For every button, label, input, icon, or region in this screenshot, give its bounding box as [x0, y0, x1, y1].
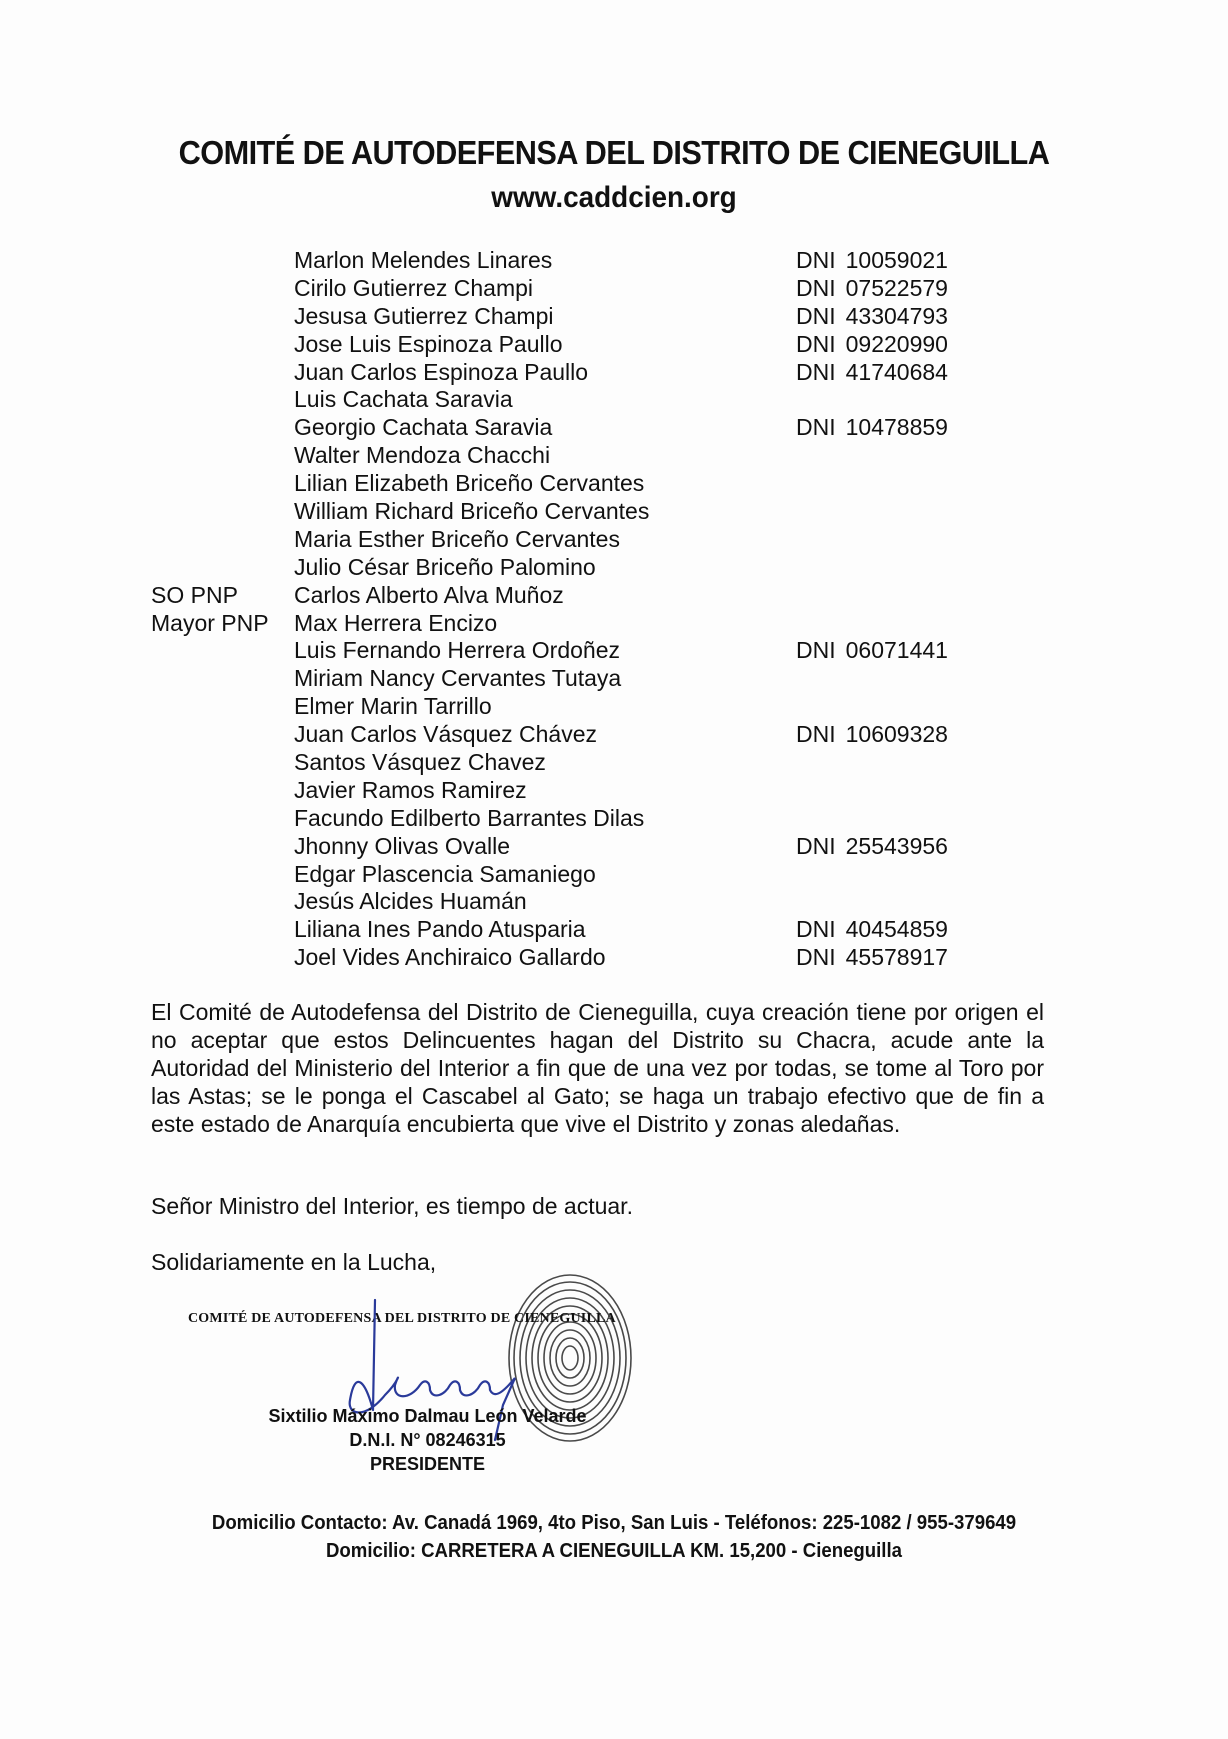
- dni-label: DNI: [796, 916, 836, 943]
- member-name: Jesús Alcides Huamán: [294, 888, 527, 915]
- member-name: William Richard Briceño Cervantes: [294, 498, 650, 525]
- list-item: [0, 832, 1228, 860]
- dni-number: 45578917: [845, 944, 948, 971]
- list-item: [0, 915, 1228, 943]
- dni-label: DNI: [796, 330, 836, 357]
- member-name: Jesusa Gutierrez Champi: [294, 302, 554, 329]
- member-dni: [796, 330, 948, 358]
- dni-label: DNI: [796, 274, 836, 301]
- member-name: Facundo Edilberto Barrantes Dilas: [294, 804, 645, 831]
- dni-number: 25543956: [845, 832, 948, 859]
- closing-line: Señor Ministro del Interior, es tiempo de actuar.: [151, 1193, 633, 1219]
- list-item: [0, 887, 1228, 915]
- member-dni: [796, 720, 948, 748]
- dni-number: 09220990: [845, 330, 948, 357]
- dni-label: DNI: [796, 721, 836, 748]
- member-name: Maria Esther Briceño Cervantes: [294, 525, 620, 552]
- list-item: [0, 302, 1228, 330]
- member-name: Santos Vásquez Chavez: [294, 749, 546, 776]
- signer-block: [240, 1404, 615, 1476]
- member-dni: [796, 943, 948, 971]
- member-name: Javier Ramos Ramirez: [294, 776, 527, 803]
- list-item: [0, 943, 1228, 971]
- list-item: [0, 692, 1228, 720]
- member-dni: [796, 860, 806, 888]
- dni-label: DNI: [796, 414, 836, 441]
- member-dni: [796, 748, 806, 776]
- member-dni: [796, 274, 948, 302]
- member-dni: [796, 692, 806, 720]
- member-name: Cirilo Gutierrez Champi: [294, 274, 534, 301]
- member-dni: [796, 553, 806, 581]
- member-name: Miriam Nancy Cervantes Tutaya: [294, 665, 622, 692]
- list-item: [0, 804, 1228, 832]
- member-name: Carlos Alberto Alva Muñoz: [294, 581, 564, 608]
- signer-role: PRESIDENTE: [369, 1454, 486, 1474]
- member-name: Elmer Marin Tarrillo: [294, 693, 492, 720]
- member-name: Jose Luis Espinoza Paullo: [294, 330, 563, 357]
- member-dni: [796, 385, 806, 413]
- dni-number: 41740684: [845, 358, 948, 385]
- dni-number: 07522579: [845, 274, 948, 301]
- member-dni: [796, 441, 806, 469]
- dni-label: DNI: [796, 247, 836, 273]
- member-name: Luis Fernando Herrera Ordoñez: [294, 637, 620, 664]
- member-dni: [796, 302, 948, 330]
- member-name: Julio César Briceño Palomino: [294, 553, 596, 580]
- list-item: [0, 385, 1228, 413]
- list-item: [0, 358, 1228, 386]
- list-item: [0, 776, 1228, 804]
- list-item: [0, 720, 1228, 748]
- dni-label: DNI: [796, 637, 836, 664]
- member-dni: [796, 776, 806, 804]
- website-url: www.caddcien.org: [491, 181, 737, 214]
- body-paragraph: El Comité de Autodefensa del Distrito de Cieneguilla, cuya creación tiene por origen el no aceptar que estos Delincuentes hagan del Distrito su Chacra, acude ante la Autoridad del Ministerio del Interior a fin que de una vez por todas, se tome al Toro por las Astas; se le ponga el Cascabel al Gato; se haga un trabajo efectivo que de fin a este estado de Anarquía encubierta que vive el Distrito y zonas aledañas.: [151, 999, 1044, 1137]
- footer: [43, 1509, 1185, 1565]
- member-dni: [796, 581, 806, 609]
- list-item: [0, 469, 1228, 497]
- member-dni: [796, 525, 806, 553]
- list-item: [0, 581, 1228, 609]
- member-name: Max Herrera Encizo: [294, 609, 498, 636]
- page-title: COMITÉ DE AUTODEFENSA DEL DISTRITO DE CIENEGUILLA: [178, 134, 1050, 171]
- member-dni: [796, 609, 806, 637]
- list-item: [0, 636, 1228, 664]
- member-name: Juan Carlos Vásquez Chávez: [294, 721, 597, 748]
- signer-dni: D.N.I. N° 08246315: [349, 1430, 506, 1450]
- member-name: Jhonny Olivas Ovalle: [294, 832, 511, 859]
- dni-number: 43304793: [845, 302, 948, 329]
- member-dni: [796, 497, 806, 525]
- member-name: Juan Carlos Espinoza Paullo: [294, 358, 589, 385]
- dni-label: DNI: [796, 302, 836, 329]
- signer-name: Sixtilio Máximo Dalmau León Velarde: [268, 1406, 587, 1426]
- member-dni: [796, 804, 806, 832]
- stamp-text: COMITÉ DE AUTODEFENSA DEL DISTRITO DE CIENEGUILLA: [188, 1311, 616, 1326]
- member-dni: [796, 832, 948, 860]
- footer-address: Domicilio: CARRETERA A CIENEGUILLA KM. 15,200 - Cieneguilla: [326, 1540, 902, 1562]
- list-item: [0, 413, 1228, 441]
- salutation: Solidariamente en la Lucha,: [151, 1249, 437, 1275]
- member-name: Lilian Elizabeth Briceño Cervantes: [294, 470, 645, 497]
- member-dni: [796, 413, 948, 441]
- dni-label: DNI: [796, 832, 836, 859]
- member-name: Edgar Plascencia Samaniego: [294, 860, 596, 887]
- member-dni: [796, 664, 806, 692]
- member-name: Joel Vides Anchiraico Gallardo: [294, 944, 606, 971]
- member-name: Luis Cachata Saravia: [294, 386, 513, 413]
- member-name: Marlon Melendes Linares: [294, 247, 553, 273]
- list-item: [0, 497, 1228, 525]
- member-dni: [796, 636, 948, 664]
- member-dni: [796, 246, 948, 274]
- dni-number: 10478859: [845, 414, 948, 441]
- member-dni: [796, 915, 948, 943]
- dni-label: DNI: [796, 944, 836, 971]
- list-item: [0, 274, 1228, 302]
- list-item: [0, 860, 1228, 888]
- list-item: [0, 664, 1228, 692]
- member-name: Walter Mendoza Chacchi: [294, 442, 551, 469]
- dni-label: DNI: [796, 358, 836, 385]
- list-item: [0, 246, 1228, 274]
- member-rank: Mayor PNP: [151, 609, 269, 636]
- member-dni: [796, 887, 806, 915]
- member-name: Georgio Cachata Saravia: [294, 414, 553, 441]
- member-roster: [0, 246, 1228, 971]
- dni-number: 10609328: [845, 721, 948, 748]
- dni-number: 10059021: [845, 247, 948, 273]
- member-dni: [796, 358, 948, 386]
- dni-number: 40454859: [845, 916, 948, 943]
- list-item: [0, 609, 1228, 637]
- list-item: [0, 748, 1228, 776]
- member-dni: [796, 469, 806, 497]
- list-item: [0, 441, 1228, 469]
- dni-number: 06071441: [845, 637, 948, 664]
- list-item: [0, 553, 1228, 581]
- member-name: Liliana Ines Pando Atusparia: [294, 916, 586, 943]
- list-item: [0, 525, 1228, 553]
- footer-contact-address: Domicilio Contacto: Av. Canadá 1969, 4to Piso, San Luis - Teléfonos: 225-1082 / 955-379649: [211, 1512, 1017, 1534]
- member-rank: SO PNP: [151, 581, 238, 608]
- list-item: [0, 330, 1228, 358]
